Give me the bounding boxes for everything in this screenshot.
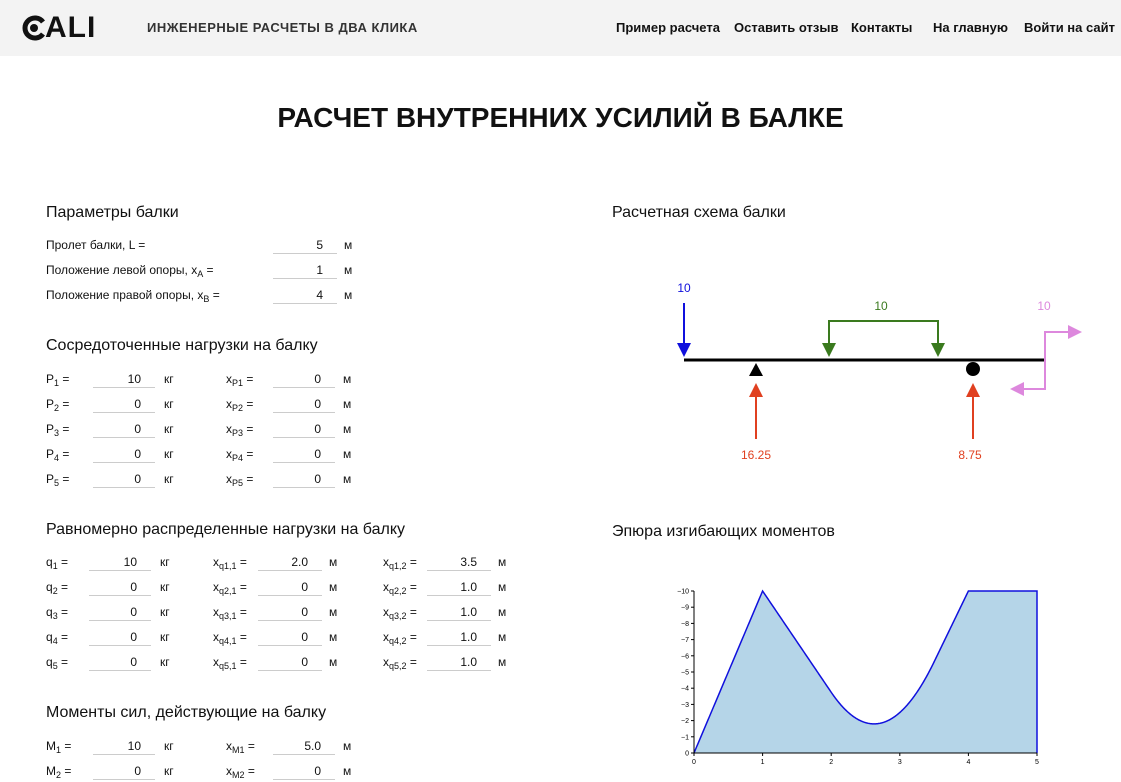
dist-load-label-3: $q_3$ =	[46, 605, 69, 621]
site-logo[interactable]	[21, 12, 105, 44]
dist-load-label-4-sub: 4	[52, 636, 58, 646]
reaction-b-arrow	[966, 383, 980, 439]
point-load-x-label-3-sub: P3	[232, 428, 244, 438]
dist-load-x1-unit: м	[329, 655, 338, 669]
nav-feedback[interactable]: Оставить отзыв	[734, 20, 839, 35]
point-load-input-4[interactable]	[93, 446, 155, 463]
dist-load-x1-label-3-text: x	[213, 605, 219, 619]
beam-param-label-2	[46, 263, 214, 277]
dist-load-x2-input-2[interactable]	[427, 579, 491, 596]
dist-load-x2-label-3: $x_{q3,2}$ =	[383, 605, 417, 621]
point-load-x-input-5[interactable]	[273, 471, 335, 488]
moments-title: Моменты сил, действующие на балку	[46, 704, 327, 721]
dist-load-x2-unit: м	[498, 580, 507, 594]
x-tick-label: 5	[1035, 759, 1039, 766]
moment-x-label-1-text: x	[226, 739, 232, 753]
point-load-label-4-text: P	[46, 447, 55, 461]
dist-load-x2-label-1-text: x	[383, 555, 389, 569]
beam-param-text: Положение правой опоры, x	[46, 288, 204, 302]
beam-param-input-2[interactable]	[273, 262, 337, 279]
reaction-a-arrow	[749, 383, 763, 439]
point-load-x-unit: м	[343, 422, 352, 436]
dist-load-x1-label-5-sub: q5,1	[219, 661, 237, 671]
point-load-x-label-3: $x_{P3}$ =	[226, 422, 254, 438]
dist-load-x1-label-5-text: x	[213, 655, 219, 669]
dist-load-x1-input-3[interactable]	[258, 604, 322, 621]
point-load-unit: кг	[164, 447, 174, 461]
moment-x-input-2[interactable]	[273, 763, 335, 780]
point-load-unit: кг	[164, 422, 174, 436]
site-tagline: ИНЖЕНЕРНЫЕ РАСЧЕТЫ В ДВА КЛИКА	[147, 20, 418, 35]
dist-load-x1-label-3-sub: q3,1	[219, 611, 237, 621]
moment-x-label-2-sub: M2	[232, 770, 245, 780]
beam-param-unit: м	[344, 263, 353, 277]
dist-load-x1-input-5[interactable]	[258, 654, 322, 671]
point-load-x-unit: м	[343, 447, 352, 461]
dist-load-x1-unit: м	[329, 580, 338, 594]
dist-load-unit: кг	[160, 605, 170, 619]
dist-load-x1-label-1: $x_{q1,1}$ =	[213, 555, 247, 571]
dist-load-unit: кг	[160, 655, 170, 669]
dist-load-input-3[interactable]	[89, 604, 151, 621]
point-loads-title: Сосредоточенные нагрузки на балку	[46, 337, 318, 354]
dist-load-x1-label-4-sub: q4,1	[219, 636, 237, 646]
dist-load-x1-label-2: $x_{q2,1}$ =	[213, 580, 247, 596]
scheme-title: Расчетная схема балки	[612, 204, 786, 221]
point-load-label-1-text: P	[46, 372, 55, 386]
dist-load-label-3-text: q	[46, 605, 53, 619]
dist-load-x2-label-1-sub: q1,2	[389, 561, 407, 571]
point-load-x-input-2[interactable]	[273, 396, 335, 413]
dist-load-x1-input-4[interactable]	[258, 629, 322, 646]
point-load-x-label-2-text: x	[226, 397, 232, 411]
beam-param-suffix: =	[203, 263, 214, 277]
logo-c-icon	[21, 15, 47, 41]
dist-load-label-5-text: q	[46, 655, 53, 669]
point-load-x-label-5-sub: P5	[232, 478, 244, 488]
point-load-x-unit: м	[343, 372, 352, 386]
point-load-x-label-2: $x_{P2}$ =	[226, 397, 254, 413]
x-tick-label: 2	[829, 759, 834, 766]
x-tick-label: 1	[760, 759, 765, 766]
dist-load-x2-unit: м	[498, 630, 507, 644]
dist-load-x1-unit: м	[329, 605, 338, 619]
point-load-label: 10	[677, 281, 691, 295]
moment-diagram-chart	[670, 582, 1060, 782]
dist-load-x2-unit: м	[498, 655, 507, 669]
y-tick-label: −8	[681, 620, 689, 628]
dist-load-x2-input-1[interactable]	[427, 554, 491, 571]
moment-x-label-2: $x_{M2}$ =	[226, 764, 255, 780]
point-load-label-3-sub: 3	[54, 428, 60, 438]
point-load-label-1-sub: 1	[54, 378, 60, 388]
moment-x-label-2-text: x	[226, 764, 232, 778]
point-load-input-5[interactable]	[93, 471, 155, 488]
dist-load-input-2[interactable]	[89, 579, 151, 596]
nav-contacts[interactable]: Контакты	[851, 20, 913, 35]
nav-login[interactable]: Войти на сайт	[1024, 20, 1115, 35]
point-load-x-input-3[interactable]	[273, 421, 335, 438]
dist-load-x2-label-4-text: x	[383, 630, 389, 644]
dist-load-x2-label-4: $x_{q4,2}$ =	[383, 630, 417, 646]
dist-load-x2-label-3-sub: q3,2	[389, 611, 407, 621]
dist-load-label-4: $q_4$ =	[46, 630, 69, 646]
dist-load-label-5: $q_5$ =	[46, 655, 69, 671]
right-support-circle	[966, 362, 980, 376]
dist-load-x1-label-5: $x_{q5,1}$ =	[213, 655, 247, 671]
dist-load-x1-label-1-text: x	[213, 555, 219, 569]
point-load-x-label-5-text: x	[226, 472, 232, 486]
dist-load-label-3-sub: 3	[52, 611, 58, 621]
moment-x-unit: м	[343, 764, 352, 778]
point-load-x-label-1-sub: P1	[232, 378, 244, 388]
reaction-b-label: 8.75	[958, 448, 982, 462]
dist-load-x1-label-1-sub: q1,1	[219, 561, 237, 571]
dist-load-x2-label-5: $x_{q5,2}$ =	[383, 655, 417, 671]
y-tick-label: 0	[685, 750, 689, 758]
point-load-input-2[interactable]	[93, 396, 155, 413]
dist-load-label-2-text: q	[46, 580, 53, 594]
moment-label-2-sub: 2	[56, 770, 62, 780]
point-load-label-2-text: P	[46, 397, 55, 411]
point-load-label-5-text: P	[46, 472, 55, 486]
dist-load-x1-label-4-text: x	[213, 630, 219, 644]
point-load-label-5: $P_5$ =	[46, 472, 70, 488]
beam-param-sub: A	[197, 269, 204, 279]
point-load-unit: кг	[164, 397, 174, 411]
dist-load-x1-input-1[interactable]	[258, 554, 322, 571]
distributed-load-bracket	[822, 321, 945, 357]
point-load-label-3: $P_3$ =	[46, 422, 70, 438]
nav-example[interactable]: Пример расчета	[616, 20, 720, 35]
dist-load-x1-unit: м	[329, 630, 338, 644]
point-load-label-3-text: P	[46, 422, 55, 436]
distributed-loads-title: Равномерно распределенные нагрузки на балку	[46, 521, 406, 538]
moment-x-label-1: $x_{M1}$ =	[226, 739, 255, 755]
beam-param-text: Положение левой опоры, x	[46, 263, 198, 277]
moment-label-1-sub: 1	[56, 745, 62, 755]
dist-load-x2-label-5-text: x	[383, 655, 389, 669]
point-load-x-unit: м	[343, 397, 352, 411]
point-load-label-5-sub: 5	[54, 478, 60, 488]
x-tick-label: 3	[897, 759, 902, 766]
moment-label-2-text: M	[46, 764, 56, 778]
moment-input-1[interactable]	[93, 738, 155, 755]
dist-load-x2-label-3-text: x	[383, 605, 389, 619]
dist-load-x2-input-3[interactable]	[427, 604, 491, 621]
dist-load-x2-input-4[interactable]	[427, 629, 491, 646]
dist-load-x1-label-2-text: x	[213, 580, 219, 594]
moment-x-unit: м	[343, 739, 352, 753]
point-load-x-unit: м	[343, 472, 352, 486]
point-load-label-4-sub: 4	[54, 453, 60, 463]
x-tick-label: 4	[966, 759, 971, 766]
point-load-x-label-1: $x_{P1}$ =	[226, 372, 254, 388]
point-load-label-1: $P_1$ =	[46, 372, 70, 388]
dist-load-x2-label-1: $x_{q1,2}$ =	[383, 555, 417, 571]
moment-diagram-title: Эпюра изгибающих моментов	[612, 523, 835, 540]
site-header	[0, 0, 1121, 56]
dist-load-label-1-text: q	[46, 555, 53, 569]
moment-x-label-1-sub: M1	[232, 745, 245, 755]
beam-param-sub: B	[203, 294, 210, 304]
y-tick-label: −10	[677, 588, 689, 596]
beam-param-input-3[interactable]	[273, 287, 337, 304]
beam-param-input-1[interactable]	[273, 237, 337, 254]
dist-load-input-1[interactable]	[89, 554, 151, 571]
nav-home[interactable]: На главную	[933, 20, 1008, 35]
dist-load-label-1-sub: 1	[52, 561, 58, 571]
dist-load-x2-label-2-text: x	[383, 580, 389, 594]
dist-load-x2-label-4-sub: q4,2	[389, 636, 407, 646]
moment-x-input-1[interactable]	[273, 738, 335, 755]
left-support-triangle	[749, 363, 763, 376]
point-load-x-input-4[interactable]	[273, 446, 335, 463]
dist-load-label-4-text: q	[46, 630, 53, 644]
beam-param-unit: м	[344, 238, 353, 252]
moment-unit: кг	[164, 764, 174, 778]
dist-load-x2-label-5-sub: q5,2	[389, 661, 407, 671]
moment-label-1: $M_1$ =	[46, 739, 72, 755]
point-load-x-label-4-text: x	[226, 447, 232, 461]
dist-load-unit: кг	[160, 555, 170, 569]
dist-load-x2-label-2-sub: q2,2	[389, 586, 407, 596]
beam-scheme	[600, 270, 1100, 470]
moment-label-1-text: M	[46, 739, 56, 753]
dist-load-x2-input-5[interactable]	[427, 654, 491, 671]
y-tick-label: −5	[681, 669, 689, 677]
y-tick-label: −1	[681, 734, 689, 742]
dist-load-x1-input-2[interactable]	[258, 579, 322, 596]
dist-load-unit: кг	[160, 630, 170, 644]
point-load-x-label-2-sub: P2	[232, 403, 244, 413]
dist-load-input-4[interactable]	[89, 629, 151, 646]
dist-load-label-5-sub: 5	[52, 661, 58, 671]
dist-load-x2-label-2: $x_{q2,2}$ =	[383, 580, 417, 596]
dist-load-label-1: $q_1$ =	[46, 555, 69, 571]
point-load-input-1[interactable]	[93, 371, 155, 388]
logo-text: ALI	[45, 11, 97, 44]
y-tick-label: −3	[681, 701, 689, 709]
reaction-a-label: 16.25	[740, 448, 772, 462]
point-load-unit: кг	[164, 372, 174, 386]
point-load-label-2: $P_2$ =	[46, 397, 70, 413]
distributed-load-label: 10	[874, 299, 888, 313]
dist-load-x2-unit: м	[498, 605, 507, 619]
beam-param-label-3	[46, 288, 220, 302]
moment-label: 10	[1037, 299, 1051, 313]
point-load-x-label-3-text: x	[226, 422, 232, 436]
moment-input-2[interactable]	[93, 763, 155, 780]
dist-load-unit: кг	[160, 580, 170, 594]
dist-load-x1-label-2-sub: q2,1	[219, 586, 237, 596]
dist-load-x1-label-4: $x_{q4,1}$ =	[213, 630, 247, 646]
moment-unit: кг	[164, 739, 174, 753]
point-load-label-2-sub: 2	[54, 403, 60, 413]
beam-param-label-1	[46, 238, 145, 252]
x-tick-label: 0	[692, 759, 696, 766]
page-title: РАСЧЕТ ВНУТРЕННИХ УСИЛИЙ В БАЛКЕ	[277, 102, 844, 133]
beam-params-title: Параметры балки	[46, 204, 179, 221]
dist-load-label-2: $q_2$ =	[46, 580, 69, 596]
dist-load-input-5[interactable]	[89, 654, 151, 671]
point-load-x-label-5: $x_{P5}$ =	[226, 472, 254, 488]
y-tick-label: −4	[681, 685, 689, 693]
moment-area-fill	[694, 591, 1037, 753]
dist-load-label-2-sub: 2	[52, 586, 58, 596]
point-load-unit: кг	[164, 472, 174, 486]
point-load-x-input-1[interactable]	[273, 371, 335, 388]
point-load-x-label-4-sub: P4	[232, 453, 244, 463]
y-tick-label: −7	[681, 637, 689, 645]
beam-param-suffix: =	[209, 288, 220, 302]
point-load-x-label-4: $x_{P4}$ =	[226, 447, 254, 463]
dist-load-x1-label-3: $x_{q3,1}$ =	[213, 605, 247, 621]
beam-param-unit: м	[344, 288, 353, 302]
y-tick-label: −6	[681, 653, 689, 661]
point-load-x-label-1-text: x	[226, 372, 232, 386]
dist-load-x2-unit: м	[498, 555, 507, 569]
beam-param-text: Пролет балки, L =	[46, 238, 146, 252]
point-load-arrow	[677, 303, 691, 357]
point-load-label-4: $P_4$ =	[46, 447, 70, 463]
point-load-input-3[interactable]	[93, 421, 155, 438]
moment-label-2: $M_2$ =	[46, 764, 72, 780]
y-tick-label: −9	[681, 604, 689, 612]
dist-load-x1-unit: м	[329, 555, 338, 569]
y-tick-label: −2	[681, 718, 689, 726]
